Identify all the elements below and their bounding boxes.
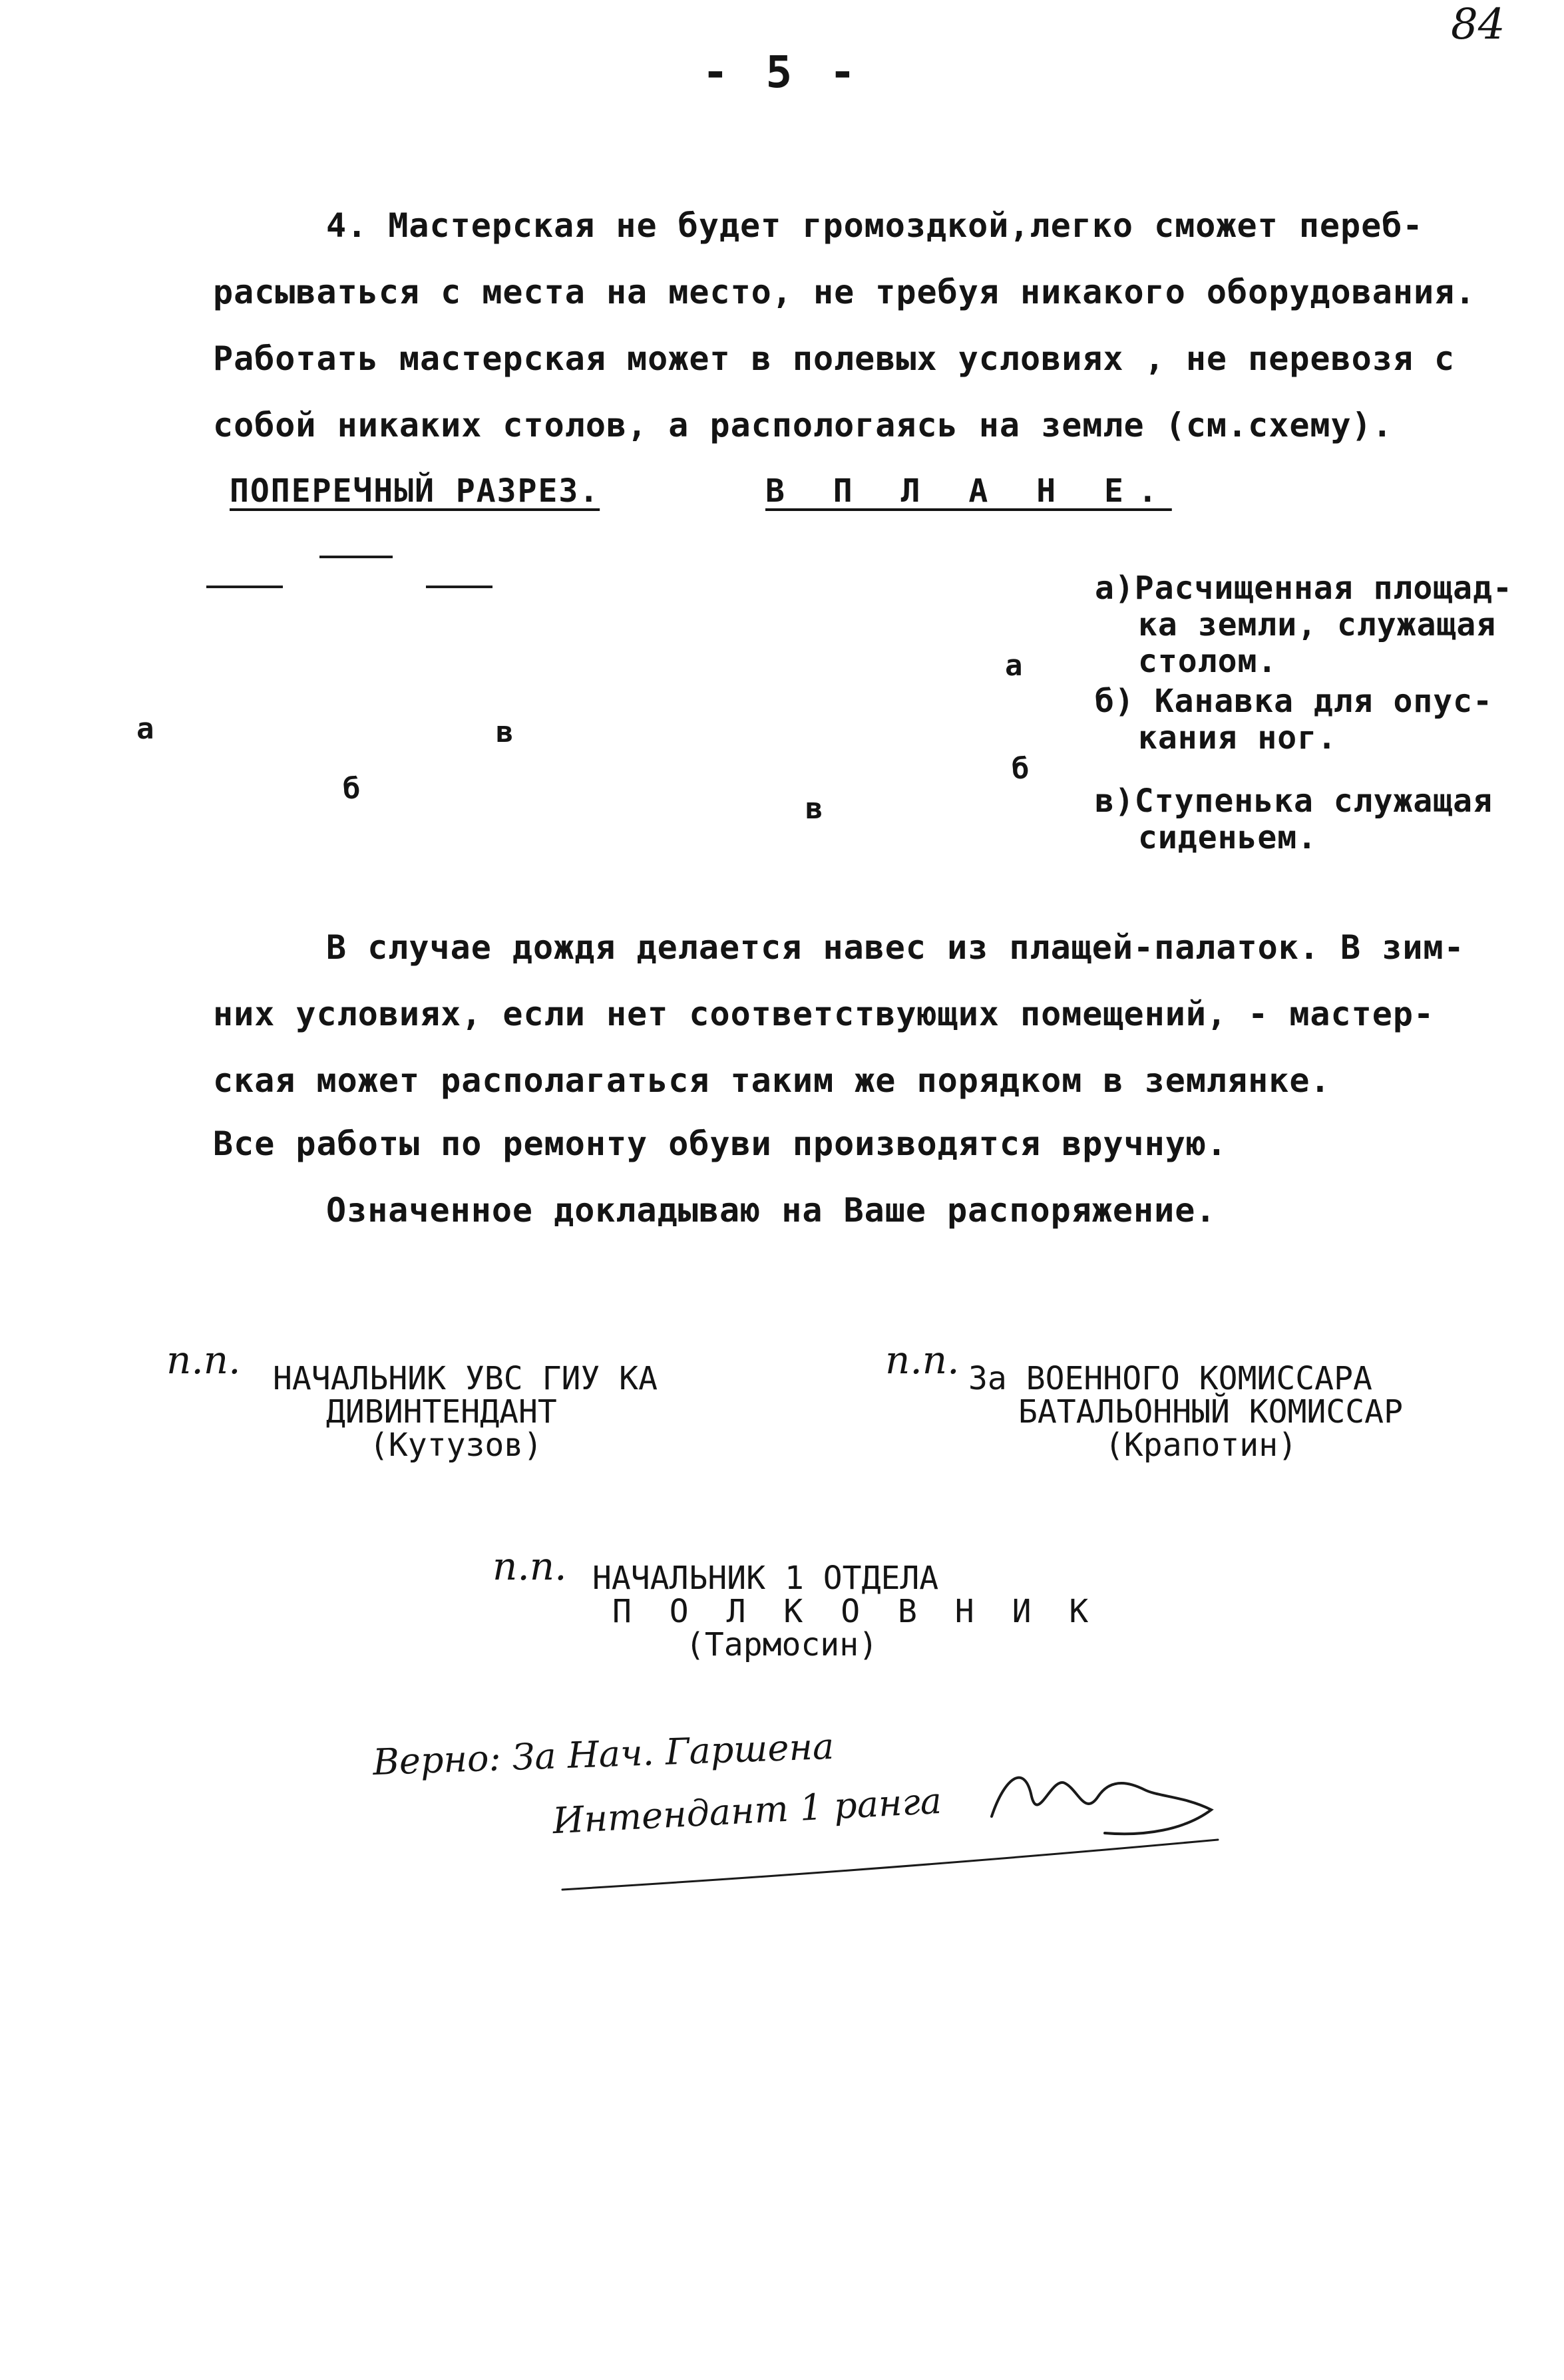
legend-a-line-2: ка земли, служащая <box>1138 606 1497 643</box>
plan-label-a: а <box>1005 649 1024 683</box>
signature-left-rank: ДИВИНТЕНДАНТ <box>326 1393 557 1431</box>
plan-label-b: б <box>1012 752 1030 786</box>
page-number: - 5 - <box>702 47 861 98</box>
handwritten-underline <box>559 1823 1225 1903</box>
section-label-b: б <box>343 772 361 806</box>
paragraph-1-line-2: расываться с места на место, не требуя никакого оборудования. <box>213 273 1476 311</box>
signature-right-title: За ВОЕННОГО КОМИССАРА <box>968 1360 1372 1397</box>
folio-number: 84 <box>1451 0 1505 49</box>
paragraph-2-line-2: них условиях, если нет соответствующих помещений, - мастер- <box>213 995 1435 1033</box>
legend-v-line-1: в)Ступенька служащая <box>1095 782 1493 820</box>
signature-center-prefix: п.п. <box>492 1544 567 1589</box>
ground-line-left <box>206 586 283 588</box>
plan-view-heading: В П Л А Н Е. <box>765 472 1172 510</box>
signature-center-rank: П О Л К О В Н И К <box>612 1593 1098 1630</box>
paragraph-2-line-1: В случае дождя делается навес из плащей-палаток. В зим- <box>326 928 1465 967</box>
legend-b-line-2: кания ног. <box>1138 719 1337 757</box>
certification-line-2: Интендант 1 ранга <box>551 1779 943 1842</box>
signature-left-name: (Кутузов) <box>369 1427 543 1464</box>
signature-right-prefix: п.п. <box>885 1337 960 1383</box>
plan-label-v: в <box>805 792 824 826</box>
signature-center-title: НАЧАЛЬНИК 1 ОТДЕЛА <box>592 1560 939 1597</box>
legend-v-line-2: сиденьем. <box>1138 819 1318 856</box>
paragraph-1-line-3: Работать мастерская может в полевых условиях , не перевозя с <box>213 339 1456 378</box>
signature-left-title: НАЧАЛЬНИК УВС ГИУ КА <box>273 1360 658 1397</box>
paragraph-2-line-4: Все работы по ремонту обуви производятся вручную. <box>213 1124 1228 1163</box>
signature-right-rank: БАТАЛЬОННЫЙ КОМИССАР <box>1018 1393 1403 1431</box>
paragraph-1-line-4: собой никаких столов, а распологаясь на земле (см.схему). <box>213 406 1393 444</box>
signature-right-name: (Крапотин) <box>1105 1427 1297 1464</box>
certification-line-1: Верно: За Нач. Гаршена <box>372 1725 835 1784</box>
ground-line-right <box>426 586 492 588</box>
legend-b-line-1: б) Канавка для опус- <box>1095 683 1493 720</box>
legend-a-line-3: столом. <box>1138 643 1278 680</box>
signature-center-name: (Тармосин) <box>685 1626 878 1663</box>
paragraph-2-line-5: Означенное докладываю на Ваше распоряжение. <box>326 1191 1217 1230</box>
paragraph-1-line-1: 4. Мастерская не будет громоздкой,легко сможет переб- <box>326 206 1424 245</box>
cross-section-heading: ПОПЕРЕЧНЫЙ РАЗРЕЗ. <box>230 472 600 510</box>
section-label-v: в <box>496 715 514 749</box>
legend-a-line-1: а)Расчищенная площад- <box>1095 570 1513 607</box>
section-label-a: а <box>136 712 155 746</box>
step-line <box>319 556 393 558</box>
signature-left-prefix: п.п. <box>166 1337 241 1383</box>
paragraph-2-line-3: ская может располагаться таким же порядком в землянке. <box>213 1061 1331 1100</box>
